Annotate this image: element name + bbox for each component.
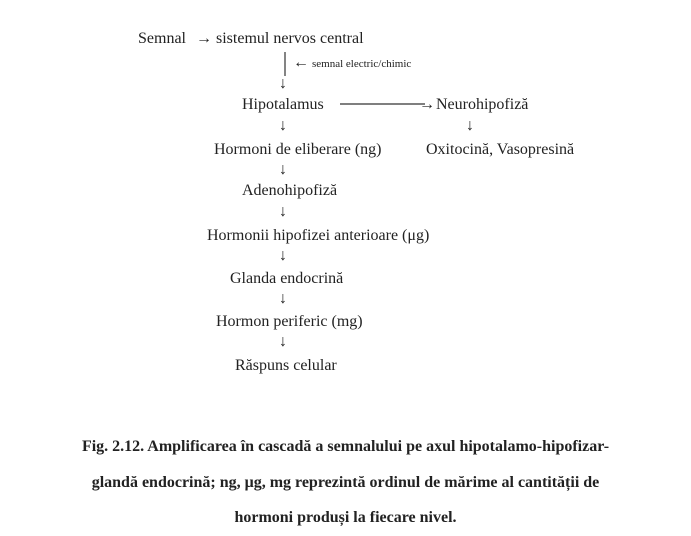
node-hipotalamus: Hipotalamus	[242, 96, 324, 113]
figure-caption-line-1: Fig. 2.12. Amplificarea în cascadă a semnalului pe axul hipotalamo-hipofizar-	[81, 438, 610, 455]
node-sistemul-nervos-central: sistemul nervos central	[216, 30, 364, 47]
arrow-down-icon: ↓	[466, 117, 474, 134]
arrow-down-icon: ↓	[279, 75, 287, 92]
node-hormoni-de-eliberare: Hormoni de eliberare (ng)	[214, 141, 382, 158]
arrow-right-icon: →	[419, 96, 435, 113]
figure-caption-line-2: glandă endocrină; ng, μg, mg reprezintă ordinul de mărime al cantității de	[91, 474, 600, 491]
arrow-left-icon: ←	[293, 54, 309, 71]
arrow-down-icon: ↓	[279, 247, 287, 264]
arrow-down-icon: ↓	[279, 333, 287, 350]
node-hormonii-hipofizei-anterioare: Hormonii hipofizei anterioare (μg)	[207, 227, 430, 244]
node-oxitocina-vasopresina: Oxitocină, Vasopresină	[426, 141, 575, 158]
node-glanda-endocrina: Glanda endocrină	[230, 270, 344, 287]
figure-caption-line-3: hormoni produși la fiecare nivel.	[234, 509, 457, 526]
arrow-down-icon: ↓	[279, 290, 287, 307]
arrow-down-icon: ↓	[279, 117, 287, 134]
node-neurohipofiza: Neurohipofiză	[436, 96, 529, 113]
arrow-down-icon: ↓	[279, 203, 287, 220]
node-raspuns-celular: Răspuns celular	[235, 357, 337, 374]
arrow-right-icon: →	[196, 30, 212, 47]
node-hormon-periferic: Hormon periferic (mg)	[216, 313, 363, 330]
edge-label-semnal-electric-chimic: semnal electric/chimic	[312, 58, 412, 70]
node-semnal: Semnal	[138, 30, 186, 47]
arrow-down-icon: ↓	[279, 161, 287, 178]
node-adenohipofiza: Adenohipofiză	[242, 182, 338, 199]
